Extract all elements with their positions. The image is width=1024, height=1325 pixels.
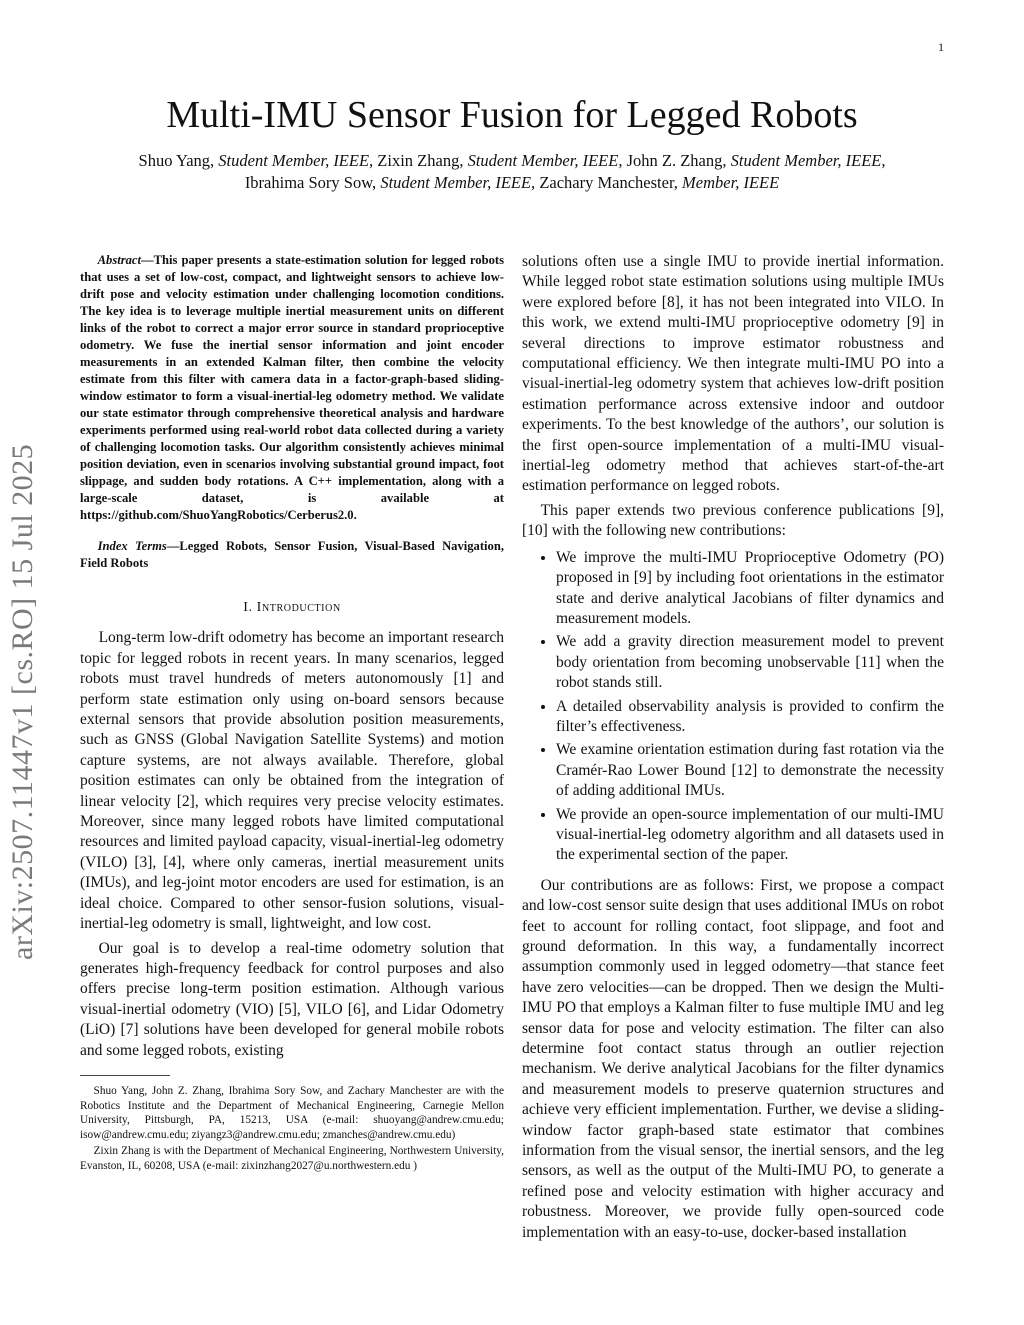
intro-paragraph: Long-term low-drift odometry has become an important research topic for legged robots in recent years. In many scenarios, legged robots must travel hundreds of meters autonomously [1] and perform state estimation only using on-board sensors because external sensors that provide absolution position measurements, such as GNSS (Global Navigation Satellite Systems) and motion capture systems, are not always available. Therefore, global position estimates can only be obtained from the integration of linear velocity [2], which requires very precise velocity estimates. Moreover, since many legged robots have limited computational resources and limited payload capacity, visual-inertial-leg odometry (VILO) [3], [4], where only cameras, inertial measurement units (IMUs), and leg-joint motor encoders are used for estimation, is an ideal choice. Compared to other sensor-fusion solutions, visual-inertial-leg odometry is small, lightweight, and low cost. (80, 629, 504, 933)
index-terms (80, 538, 504, 572)
abstract-text: —This paper presents a state-estimation solution for legged robots that uses a set of low-cost, compact, and lightweight sensors to achieve low-drift pose and velocity estimation under challenging locomotion conditions. The key idea is to leverage multiple inertial measurement units on different links of the robot to correct a major error source in standard proprioceptive odometry. We fuse the inertial sensor information and joint encoder measurements in an extended Kalman filter, then combine the velocity estimate from this filter with camera data in a factor-graph-based sliding-window estimator to form a visual-inertial-leg odometry method. We validate our state estimator through comprehensive theoretical analysis and hardware experiments performed using real-world robot data collected during a variety of challenging locomotion tasks. Our algorithm consistently achieves minimal position deviation, even in scenarios involving substantial ground impact, foot slippage, and sudden body rotations. A C++ implementation, along with a large-scale dataset, is available at https://github.com/ShuoYangRobotics/Cerberus2.0. (80, 253, 504, 522)
page-number: 1 (938, 40, 944, 54)
left-column (80, 252, 504, 1176)
author-affiliation-role: Student Member, IEEE, (467, 151, 623, 170)
author-name: Zachary Manchester, (535, 173, 683, 192)
body-paragraph: Our contributions are as follows: First, we propose a compact and low-cost sensor suite design that uses additional IMUs on robot feet to account for rolling contact, foot slippage, and foot and ground deformation. In this way, a fundamentally incorrect assumption commonly used in legged odometry—that stance feet have zero velocities—can be dropped. Then we design the Multi-IMU PO that employs a Kalman filter to fuse multiple IMU and leg sensor data for pose and velocity estimation. The filter can also determine foot contact status through an outlier rejection mechanism. We derive analytical Jacobians for the filter dynamics and measurement models to preserve quaternion structures and achieve very efficient implementation. Further, we devise a sliding-window factor graph-based state estimator that combines information from the visual sensor, the inertial sensors, and the leg sensors, as well as the output of the Multi-IMU PO, to generate a refined pose and velocity estimation with higher accuracy and robustness. Moreover, we provide fully open-sourced code implementation with an easy-to-use, docker-based installation (522, 876, 944, 1241)
list-item: • We provide an open-source implementation of our multi-IMU visual-inertial-leg odometry algorithm and all datasets used in the experimental section of the paper. (556, 805, 944, 866)
section-heading-introduction: I. Introduction (243, 600, 341, 615)
author-affiliation-role: Student Member, IEEE, (730, 151, 886, 170)
contribution-list (522, 548, 944, 866)
list-item: • A detailed observability analysis is provided to confirm the filter’s effectiveness. (556, 697, 944, 738)
footnote-divider (80, 1075, 170, 1076)
paper-title: Multi-IMU Sensor Fusion for Legged Robots (166, 94, 858, 136)
author-affiliation-role: Student Member, IEEE, (380, 173, 536, 192)
body-paragraph: This paper extends two previous conference publications [9], [10] with the following new contributions: (522, 501, 944, 540)
list-item: • We add a gravity direction measurement model to prevent body orientation from becoming unobservable [11] when the robot stands still. (556, 632, 944, 693)
author-affiliation-role: Student Member, IEEE, (218, 151, 374, 170)
arxiv-identifier: arXiv:2507.11447v1 [cs.RO] 15 Jul 2025 (6, 443, 39, 960)
author-name: John Z. Zhang, (622, 151, 731, 170)
right-column (522, 252, 944, 1247)
author-name: Zixin Zhang, (373, 151, 468, 170)
author-affiliation-role: Member, IEEE (682, 173, 780, 192)
body-paragraph: solutions often use a single IMU to provide inertial information. While legged robot state estimation solutions using multiple IMUs were explored before [8], it has not been integrated into VILO. In this work, we extend multi-IMU proprioceptive odometry [9] in several directions to improve estimator robustness and computational efficiency. We then integrate multi-IMU PO into a visual-inertial-leg odometry system that achieves low-drift position estimation performance across extensive indoor and outdoor experiments. To the best knowledge of the authors’, our solution is the first open-source implementation of a multi-IMU visual-inertial-leg odometry method that achieves start-of-the-art estimation performance on legged robots. (522, 253, 944, 495)
abstract-label: Abstract (97, 253, 142, 267)
index-terms-text: —Legged Robots, Sensor Fusion, Visual-Based Navigation, Field Robots (80, 539, 504, 570)
footnote-affiliation: Shuo Yang, John Z. Zhang, Ibrahima Sory Sow, and Zachary Manchester are with the Robotics Institute and the Department of Mechanical Engineering, Carnegie Mellon University, Pittsburgh, PA, 15213, USA (e-mail: shuoyang@andrew.cmu.edu; isow@andrew.cmu.edu; ziyangz3@andrew.cmu.edu; zmanches@andrew.cmu.edu) (80, 1084, 504, 1141)
abstract (80, 252, 504, 524)
footnote-affiliation: Zixin Zhang is with the Department of Mechanical Engineering, Northwestern University, Evanston, IL, 60208, USA (e-mail: zixinzhang2027@u.northwestern.edu ) (80, 1145, 504, 1172)
list-item: • We examine orientation estimation during fast rotation via the Cramér-Rao Lower Bound [12] to demonstrate the necessity of adding additional IMUs. (556, 740, 944, 801)
intro-paragraph: Our goal is to develop a real-time odometry solution that generates high-frequency feedback for control purposes and also offers precise long-term position estimation. Although various visual-inertial odometry (VIO) [5], VILO [6], and Lidar Odometry (LiO) [7] solutions have been developed for general mobile robots and some legged robots, existing (80, 939, 504, 1059)
author-list (70, 150, 954, 194)
list-item: • We improve the multi-IMU Proprioceptive Odometry (PO) proposed in [9] by including foot orientations in the estimator state and derive analytical Jacobians of filter dynamics and measurement models. (556, 548, 944, 630)
index-terms-label: Index Terms (97, 539, 167, 553)
author-name: Ibrahima Sory Sow, (244, 173, 381, 192)
author-name: Shuo Yang, (138, 151, 219, 170)
